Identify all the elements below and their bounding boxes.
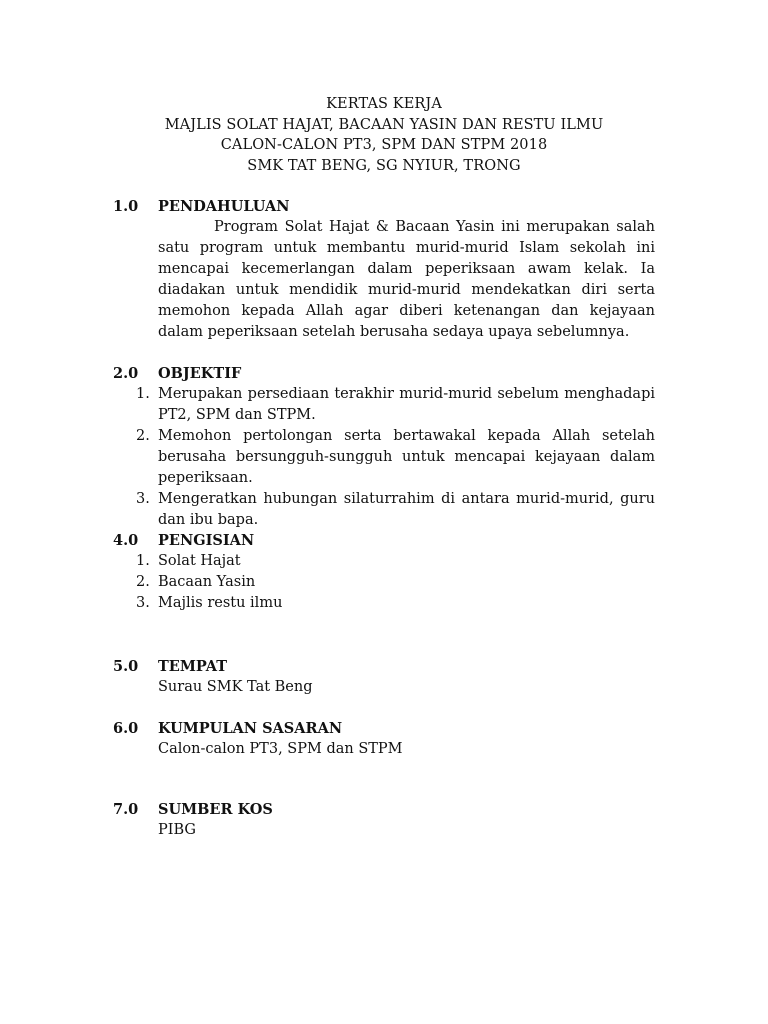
section-text: Surau SMK Tat Beng — [158, 679, 313, 695]
pengisian-list — [113, 551, 658, 614]
list-item-number: 3. — [136, 491, 150, 507]
list-item-number: 1. — [136, 553, 150, 569]
section-pendahuluan — [113, 196, 658, 343]
header-school: SMK TAT BENG, SG NYIUR, TRONG — [247, 157, 521, 174]
section-title: PENGISIAN — [158, 532, 255, 549]
section-number: 5.0 — [113, 658, 139, 675]
section-number: 6.0 — [113, 720, 139, 737]
section-heading — [113, 530, 658, 551]
list-item-text: Memohon pertolongan serta bertawakal kepada Allah setelah berusaha bersungguh-sungguh untuk mencapai kejayaan dalam peperiksaan. — [158, 428, 655, 486]
section-pengisian — [113, 530, 658, 614]
section-title: TEMPAT — [158, 658, 227, 675]
list-item-text: Merupakan persediaan terakhir murid-murid sebelum menghadapi PT2, SPM dan STPM. — [158, 386, 655, 423]
section-heading — [113, 363, 658, 384]
list-item — [113, 426, 658, 489]
document-header — [0, 94, 768, 176]
section-number: 4.0 — [113, 532, 139, 549]
section-kumpulan-sasaran — [113, 718, 658, 760]
list-item-number: 1. — [136, 386, 150, 402]
header-event: MAJLIS SOLAT HAJAT, BACAAN YASIN DAN RESTU ILMU — [164, 116, 604, 133]
list-item-text: Majlis restu ilmu — [158, 595, 283, 611]
section-title: SUMBER KOS — [158, 801, 273, 818]
objektif-list — [113, 384, 658, 531]
list-item-number: 2. — [136, 428, 150, 444]
section-number: 1.0 — [113, 198, 139, 215]
section-heading — [113, 799, 658, 820]
list-item — [113, 572, 658, 593]
section-heading — [113, 656, 658, 677]
section-paragraph: Program Solat Hajat & Bacaan Yasin ini merupakan salah satu program untuk membantu murid-murid Islam sekolah ini mencapai kecemerlangan dalam peperiksaan awam kelak. Ia diadakan untuk mendidik murid-murid mendekatkan diri serta memohon kepada Allah agar diberi ketenangan dan kejayaan dalam peperiksaan setelah berusaha sedaya upaya sebelumnya. — [158, 219, 655, 340]
list-item — [113, 551, 658, 572]
section-heading — [113, 196, 658, 217]
list-item-text: Solat Hajat — [158, 553, 241, 569]
section-text: PIBG — [158, 822, 196, 838]
section-text: Calon-calon PT3, SPM dan STPM — [158, 741, 403, 757]
section-number: 7.0 — [113, 801, 139, 818]
section-title: PENDAHULUAN — [158, 198, 290, 215]
section-heading — [113, 718, 658, 739]
list-item-number: 2. — [136, 574, 150, 590]
section-objektif — [113, 363, 658, 531]
list-item — [113, 593, 658, 614]
section-title: KUMPULAN SASARAN — [158, 720, 343, 737]
header-title: KERTAS KERJA — [326, 96, 442, 112]
section-number: 2.0 — [113, 365, 139, 382]
list-item-text: Bacaan Yasin — [158, 574, 256, 590]
header-candidates: CALON-CALON PT3, SPM DAN STPM 2018 — [220, 137, 548, 153]
list-item — [113, 384, 658, 426]
list-item-number: 3. — [136, 595, 150, 611]
section-sumber-kos — [113, 799, 658, 841]
section-title: OBJEKTIF — [158, 365, 242, 382]
section-tempat — [113, 656, 658, 698]
list-item — [113, 489, 658, 531]
list-item-text: Mengeratkan hubungan silaturrahim di antara murid-murid, guru dan ibu bapa. — [158, 491, 655, 528]
